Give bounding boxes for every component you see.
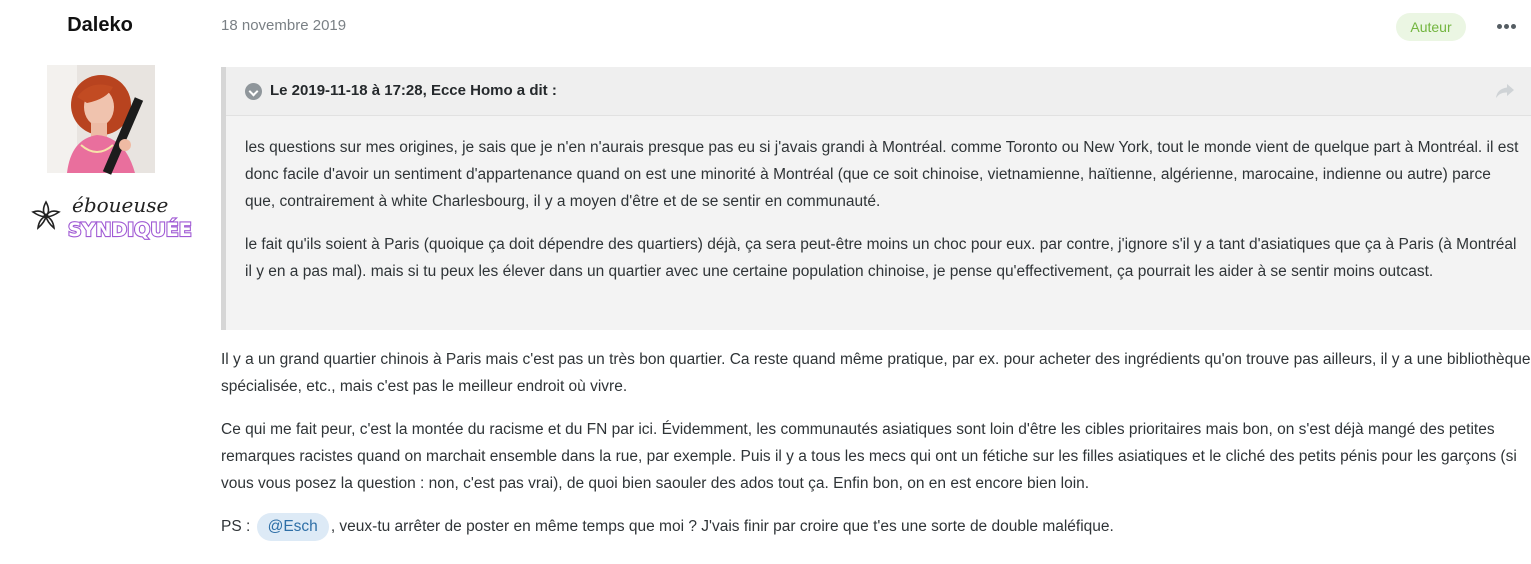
quote-paragraph: les questions sur mes origines, je sais que je n'en n'aurais presque pas eu si j'avais grandi à Montréal. comme Toronto ou New York, tout le monde vient de quelque part à Montréal. il est donc facile d'avoir un sentiment d'appartenance quand on est une minorité à Montréal (que ce soit chinoise, vietnamienne, haïtienne, algérienne, marocaine, indienne ou autre) parce que, contrairement à white Charlesbourg, il y a moyen d'être et de se sentir en communauté. — [245, 139, 1519, 210]
ps-prefix: PS : — [221, 518, 255, 535]
author-name[interactable]: Daleko — [67, 14, 133, 36]
quote-body — [245, 134, 1520, 301]
quote-header — [226, 67, 1531, 116]
more-horizontal-icon[interactable] — [1497, 24, 1523, 32]
badge-text-top: éboueuse — [72, 193, 169, 217]
post-content — [221, 346, 1531, 557]
author-avatar[interactable] — [47, 65, 155, 173]
chevron-down-circle-icon[interactable] — [245, 83, 262, 100]
share-icon[interactable] — [1495, 82, 1515, 100]
quote-block — [221, 67, 1531, 330]
rank-badge-image — [28, 186, 192, 244]
avatar-image — [47, 65, 155, 173]
quote-citation[interactable]: Le 2019-11-18 à 17:28, Ecce Homo a dit : — [270, 82, 557, 99]
menu-dot — [1497, 24, 1502, 29]
ps-text: , veux-tu arrêter de poster en même temps que moi ? J'vais finir par croire que t'es une sorte de double maléfique. — [330, 518, 1114, 535]
post-paragraph: Il y a un grand quartier chinois à Paris mais c'est pas un très bon quartier. Ca reste quand même pratique, par ex. pour acheter des ingrédients qu'on trouve pas ailleurs, il y a une bibliothèque spécialisée, etc., mais c'est pas le meilleur endroit où vivre. — [221, 351, 1531, 395]
quote-paragraph: le fait qu'ils soient à Paris (quoique ça doit dépendre des quartiers) déjà, ça sera peut-être moins un choc pour eux. par contre, j'ignore s'il y a tant d'asiatiques que ça à Paris (à Montréal il y en a pas mal). mais si tu peux les élever dans un quartier avec une certaine population chinoise, je pense qu'effectivement, ça pourrait les aider à se sentir moins outcast. — [245, 236, 1517, 280]
flower-icon — [33, 202, 59, 228]
author-role-badge: Auteur — [1396, 13, 1466, 41]
author-rank-badge — [28, 186, 192, 244]
menu-dot — [1511, 24, 1516, 29]
user-mention[interactable]: @Esch — [257, 513, 329, 541]
post-paragraph-ps — [221, 513, 1531, 541]
badge-text-bottom: SYNDIQUÉE — [68, 219, 192, 241]
menu-dot — [1504, 24, 1509, 29]
post-paragraph: Ce qui me fait peur, c'est la montée du racisme et du FN par ici. Évidemment, les communautés asiatiques sont loin d'être les cibles prioritaires mais bon, on s'est déjà mangé des petites remarques racistes quand on marchait ensemble dans la rue, par exemple. Puis il y a tous les mecs qui ont un fétiche sur les filles asiatiques et le cliché des petits pénis pour les garçons (si vous vous posez la question : non, c'est pas vrai), de quoi bien saouler des ados tout ça. Enfin bon, on en est encore bien loin. — [221, 421, 1517, 492]
post-date[interactable]: 18 novembre 2019 — [221, 17, 347, 34]
